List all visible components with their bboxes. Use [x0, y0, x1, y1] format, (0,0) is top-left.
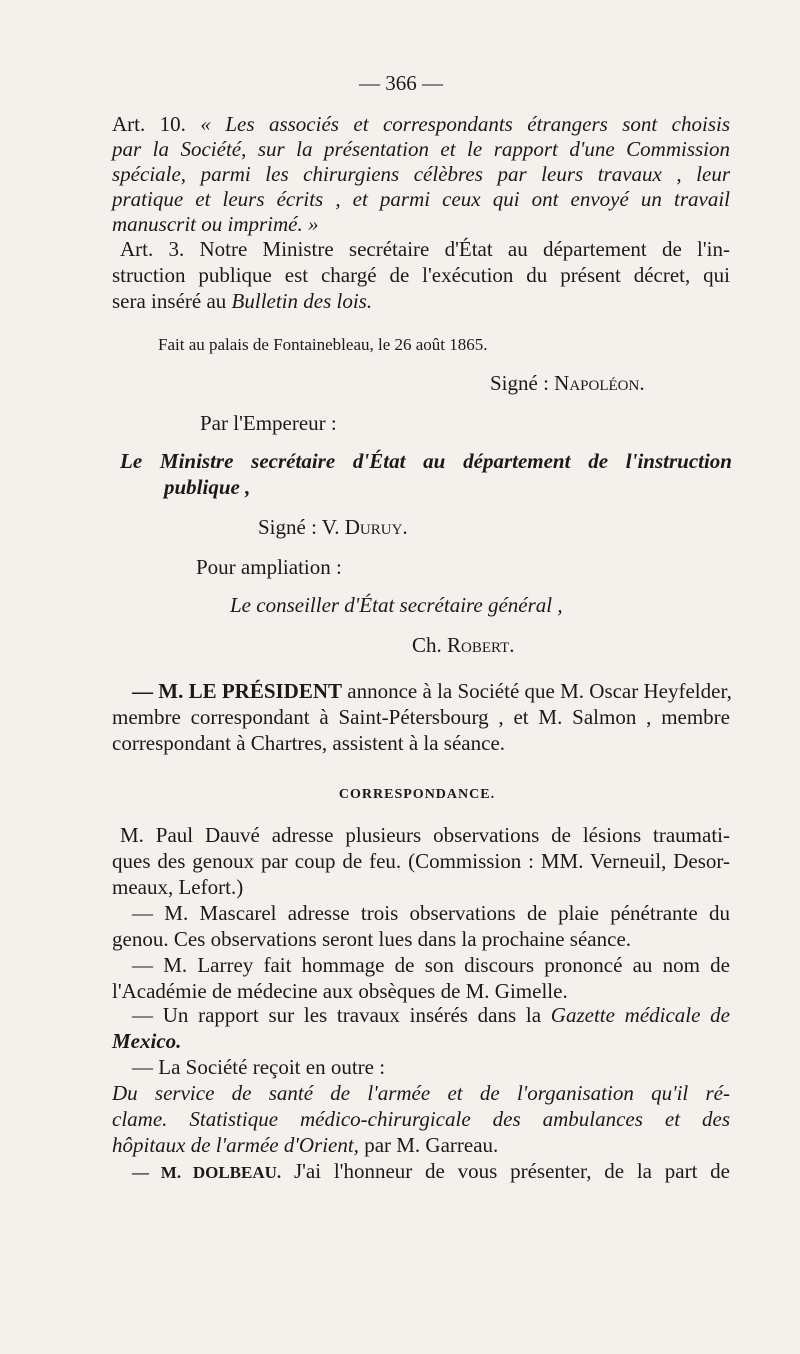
signed-duruy-label: Signé : V. — [258, 515, 340, 539]
garreau: par M. Garreau. — [364, 1133, 499, 1157]
corr-line-3: meaux, Lefort.) — [112, 875, 244, 899]
robert-prefix: Ch. — [412, 633, 442, 657]
president-line-2: membre correspondant à Saint-Pétersbourg , et M. Salmon , membre — [112, 705, 730, 729]
dolbeau-rest: J'ai l'honneur de vous présenter, de la part de — [293, 1159, 730, 1183]
corr-line-5: genou. Ces observations seront lues dans la prochaine séance. — [112, 927, 632, 951]
corr-line-4: — M. Mascarel adresse trois observations de plaie pénétrante du — [132, 901, 730, 925]
page-number: — 366 — — [359, 71, 443, 95]
by-emperor: Par l'Empereur : — [200, 411, 337, 435]
art3-line-2: struction publique est chargé de l'exécution du présent décret, qui — [112, 263, 730, 287]
art3-text-3: sera inséré au — [112, 289, 227, 313]
service-text-3: hôpitaux de l'armée d'Orient, — [112, 1133, 359, 1157]
service-line-3 — [112, 1132, 730, 1158]
art10-label: Art. 10. — [112, 112, 186, 136]
art10-line-5: manuscrit ou imprimé. » — [112, 212, 319, 236]
signed-label: Signé : — [490, 371, 549, 395]
correspondance-heading: CORRESPONDANCE. — [338, 787, 496, 802]
signed-robert — [412, 632, 730, 658]
service-line-1: Du service de santé de l'armée et de l'organisation qu'il ré- — [112, 1081, 730, 1105]
corr-line-8 — [132, 1002, 730, 1028]
dolbeau-lead: — M. DOLBEAU. — [132, 1163, 282, 1182]
corr-line-6: — M. Larrey fait hommage de son discours prononcé au nom de — [132, 953, 730, 977]
art10-line-1 — [112, 111, 730, 137]
corr-line-1: M. Paul Dauvé adresse plusieurs observations de lésions traumati- — [120, 823, 730, 847]
gazette-title: Gazette médicale de — [550, 1003, 730, 1027]
robert-name: Robert. — [447, 633, 515, 657]
conseiller-etat: Le conseiller d'État secrétaire général , — [230, 593, 563, 617]
corr-line-7: l'Académie de médecine aux obsèques de M. Gimelle. — [112, 979, 568, 1003]
pour-ampliation: Pour ampliation : — [196, 555, 342, 579]
recoit-en-outre: — La Société reçoit en outre : — [132, 1055, 386, 1079]
mexico: Mexico. — [112, 1029, 182, 1053]
decree-signed-napoleon — [490, 370, 730, 396]
art10-line-4: pratique et leurs écrits , et parmi ceux qui ont envoyé un travail — [112, 187, 730, 211]
corr-line-2: ques des genoux par coup de feu. (Commission : MM. Verneuil, Desor- — [112, 849, 730, 873]
service-line-2: clame. Statistique médico-chirurgicale des ambulances et des — [112, 1107, 730, 1131]
bulletin-title: Bulletin des lois. — [231, 289, 373, 313]
art3-line-1: Art. 3. Notre Ministre secrétaire d'État au département de l'in- — [120, 237, 730, 261]
signed-name-duruy: Duruy. — [344, 515, 408, 539]
dolbeau-line — [132, 1158, 730, 1186]
art10-line-2: par la Société, sur la présentation et le rapport d'une Commission — [112, 137, 730, 161]
minister-line-1: Le Ministre secrétaire d'État au département de l'instruction — [120, 449, 732, 473]
rapport-text: — Un rapport sur les travaux insérés dans la — [132, 1003, 542, 1027]
art10-text-1: « Les associés et correspondants étrangers sont choisis — [200, 112, 731, 136]
decree-signed-duruy — [258, 514, 800, 540]
president-lead: — M. LE PRÉSIDENT — [132, 679, 343, 703]
minister-line-2: publique , — [164, 475, 251, 499]
signed-name-napoleon: Napoléon. — [554, 371, 645, 395]
president-rest: annonce à la Société que M. Oscar Heyfelder, — [347, 679, 732, 703]
art3-line-3 — [112, 288, 730, 314]
president-line-3: correspondant à Chartres, assistent à la séance. — [112, 731, 506, 755]
decree-place-date: Fait au palais de Fontainebleau, le 26 août 1865. — [158, 335, 488, 354]
president-line-1 — [132, 678, 730, 704]
art10-line-3: spéciale, parmi les chirurgiens célèbres par leurs travaux , leur — [112, 162, 730, 186]
